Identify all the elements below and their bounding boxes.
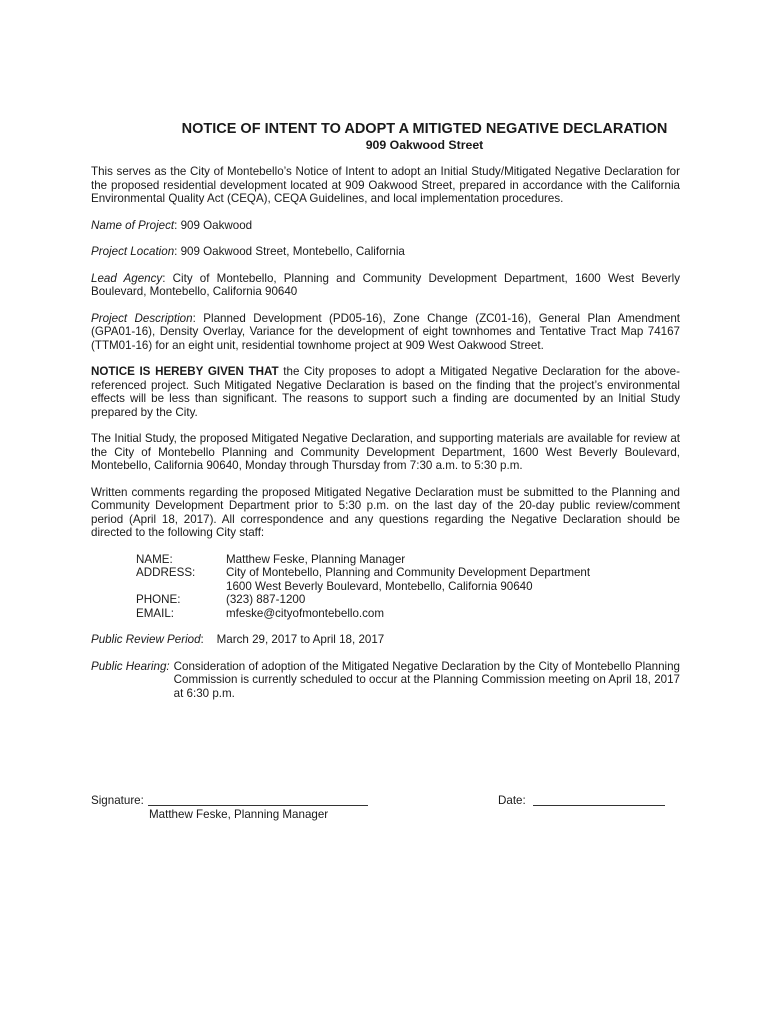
contact-phone-label: PHONE:	[136, 593, 181, 606]
contact-address-line2: 1600 West Beverly Boulevard, Montebello, California 90640	[226, 579, 533, 593]
public-hearing-label: Public Hearing:	[91, 659, 170, 673]
contact-spacer	[136, 580, 226, 594]
date-line[interactable]	[533, 805, 665, 806]
field-label: Project Location	[91, 245, 175, 258]
field-label: Name of Project	[91, 218, 175, 232]
field-label: Project Description	[91, 311, 193, 325]
contact-phone: (323) 887-1200	[226, 593, 306, 606]
date-label: Date:	[498, 794, 526, 807]
notice-text: the City proposes to adopt a Mitigated Negative Declaration for the above-referenced project. Such Mitigated Negative Declaration is based on the finding that the project’s environmental effects will be less than significant. The reasons to support such a finding are documented by an Initial Study prepared by the City.	[91, 365, 680, 419]
document-subtitle: 909 Oakwood Street	[365, 138, 484, 152]
signer-name: Matthew Feske, Planning Manager	[149, 808, 329, 821]
contact-block	[136, 553, 680, 621]
field-value: : Planned Development (PD05-16), Zone Change (ZC01-16), General Plan Amendment (GPA01-16), Density Overlay, Variance for the development of eight townhomes and Tentative Tract Map 74167 (TTM01-16) for an eight unit, residential townhome project at 909 West Oakwood Street.	[91, 311, 681, 352]
field-project-location	[91, 245, 680, 259]
contact-name-label: NAME:	[136, 552, 173, 566]
field-value: : City of Montebello, Planning and Community Development Department, 1600 West Beverly Boulevard, Montebello, California 90640	[91, 271, 680, 298]
contact-name: Matthew Feske, Planning Manager	[226, 552, 406, 566]
review-period-label: Public Review Period	[91, 633, 201, 646]
document-body	[91, 121, 680, 700]
field-label: Lead Agency	[91, 271, 163, 285]
contact-email: mfeske@cityofmontebello.com	[226, 606, 385, 620]
review-period-value: : March 29, 2017 to April 18, 2017	[200, 633, 385, 646]
comments-paragraph: Written comments regarding the proposed Mitigated Negative Declaration must be submitted to the Planning and Community Development Department prior to 5:30 p.m. on the last day of the 20-day public review/comment period (April 18, 2017). All correspondence and any questions regarding the Negative Declaration should be directed to the following City staff:	[91, 485, 680, 539]
public-hearing-text: Consideration of adoption of the Mitigated Negative Declaration by the City of Montebello Planning Commission is currently scheduled to occur at the Planning Commission meeting on April 18, 2017 at 6:30 p.m.	[173, 659, 680, 700]
field-name-of-project	[91, 219, 680, 233]
field-project-description	[91, 312, 680, 353]
field-value: : 909 Oakwood Street, Montebello, California	[174, 245, 405, 258]
public-hearing	[91, 660, 680, 701]
field-value: : 909 Oakwood	[174, 218, 253, 232]
intro-paragraph: This serves as the City of Montebello’s Notice of Intent to adopt an Initial Study/Mitigated Negative Declaration for the proposed residential development located at 909 Oakwood Street, prepared in accordance with the California Environmental Quality Act (CEQA), CEQA Guidelines, and local implementation procedures.	[91, 165, 680, 205]
contact-email-label: EMAIL:	[136, 606, 175, 620]
contact-address-label: ADDRESS:	[136, 566, 196, 579]
availability-paragraph: The Initial Study, the proposed Mitigated Negative Declaration, and supporting materials are available for review at the City of Montebello Planning and Community Development Department, 1600 West Beverly Boulevard, Montebello, California 90640, Monday through Thursday from 7:30 a.m. to 5:30 p.m.	[91, 432, 680, 472]
signature-line[interactable]	[148, 805, 368, 806]
document-title: NOTICE OF INTENT TO ADOPT A MITIGTED NEGATIVE DECLARATION	[181, 121, 668, 137]
signature-label: Signature:	[91, 794, 144, 807]
field-lead-agency	[91, 272, 680, 299]
notice-paragraph	[91, 365, 680, 419]
notice-heading: NOTICE IS HEREBY GIVEN THAT	[91, 365, 279, 378]
contact-address-line1: City of Montebello, Planning and Community Development Department	[226, 566, 591, 579]
review-period	[91, 633, 680, 647]
